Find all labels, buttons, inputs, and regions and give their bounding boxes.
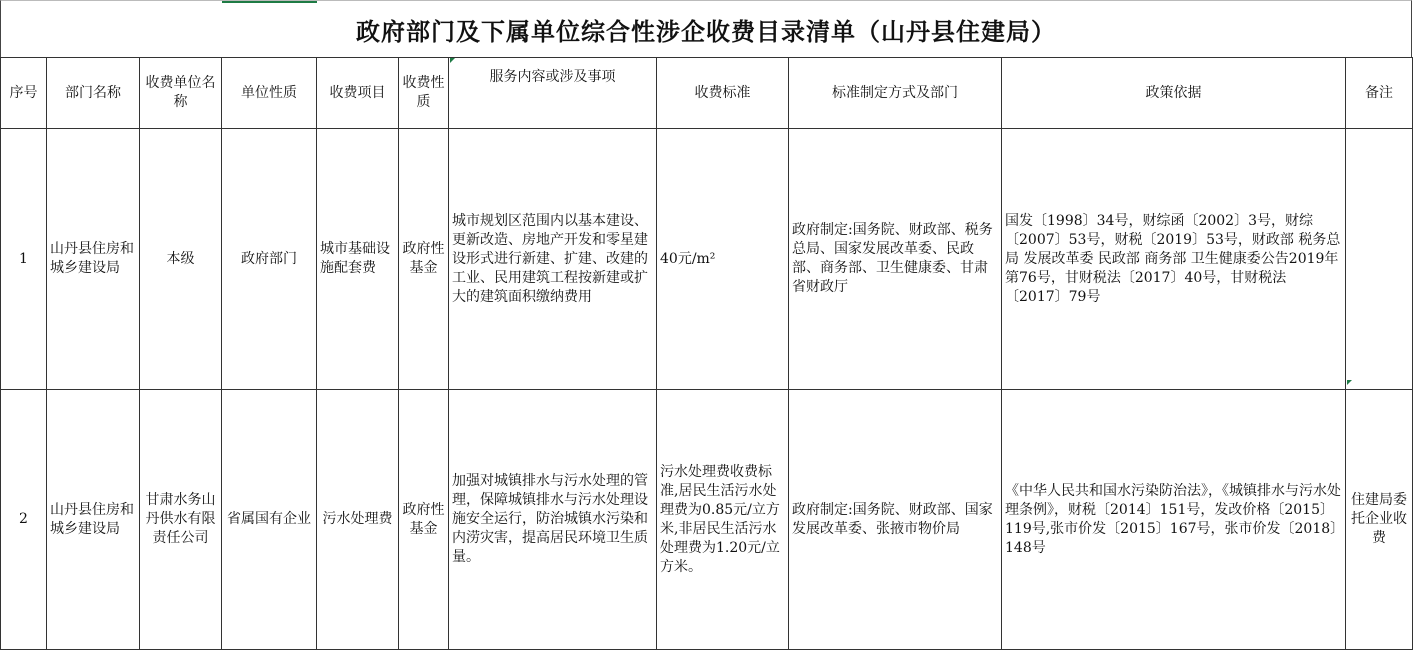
- fee-catalog-table: [0, 57, 1413, 650]
- header-fee-nature[interactable]: 收费性质: [399, 58, 449, 129]
- cell-unit[interactable]: 甘肃水务山丹供水有限责任公司: [140, 390, 222, 650]
- cell-nature[interactable]: 省属国有企业: [222, 390, 317, 650]
- cell-remark[interactable]: [1346, 129, 1413, 390]
- table-row: [1, 129, 1413, 390]
- cell-method[interactable]: 政府制定:国务院、财政部、税务总局、国家发展改革委、民政部、商务部、卫生健康委、甘肃省财政厅: [789, 129, 1002, 390]
- cell-method[interactable]: 政府制定:国务院、财政部、国家发展改革委、张掖市物价局: [789, 390, 1002, 650]
- cell-basis[interactable]: 国发〔1998〕34号，财综函〔2002〕3号，财综〔2007〕53号，财税〔2019〕53号，财政部 税务总局 发展改革委 民政部 商务部 卫生健康委公告2019年第76号，甘财税法〔2017〕40号，甘财税法〔2017〕79号: [1002, 129, 1346, 390]
- header-unit[interactable]: 收费单位名称: [140, 58, 222, 129]
- cell-seq[interactable]: 2: [1, 390, 47, 650]
- header-dept[interactable]: 部门名称: [47, 58, 140, 129]
- page-title: 政府部门及下属单位综合性涉企收费目录清单（山丹县住建局）: [0, 0, 1412, 57]
- cell-item[interactable]: 污水处理费: [317, 390, 399, 650]
- cell-item[interactable]: 城市基础设施配套费: [317, 129, 399, 390]
- header-nature[interactable]: 单位性质: [222, 58, 317, 129]
- header-item[interactable]: 收费项目: [317, 58, 399, 129]
- header-method[interactable]: 标准制定方式及部门: [789, 58, 1002, 129]
- cell-nature[interactable]: 政府部门: [222, 129, 317, 390]
- cell-content[interactable]: 加强对城镇排水与污水处理的管理，保障城镇排水与污水处理设施安全运行，防治城镇水污染和内涝灾害，提高居民环境卫生质量。: [449, 390, 657, 650]
- cell-dept[interactable]: 山丹县住房和城乡建设局: [47, 390, 140, 650]
- header-standard[interactable]: 收费标准: [657, 58, 789, 129]
- cell-fee-nature[interactable]: 政府性基金: [399, 129, 449, 390]
- table-row: [1, 390, 1413, 650]
- header-row: [1, 58, 1413, 129]
- header-content[interactable]: 服务内容或涉及事项: [449, 58, 657, 129]
- cell-basis[interactable]: 《中华人民共和国水污染防治法》，《城镇排水与污水处理条例》，财税〔2014〕151号，发改价格〔2015〕119号,张市价发〔2015〕167号，张市价发〔2018〕148号: [1002, 390, 1346, 650]
- cell-seq[interactable]: 1: [1, 129, 47, 390]
- header-remark[interactable]: 备注: [1346, 58, 1413, 129]
- comment-marker-icon: [450, 58, 455, 63]
- header-seq[interactable]: 序号: [1, 58, 47, 129]
- comment-marker-icon: [1347, 380, 1352, 385]
- cell-unit[interactable]: 本级: [140, 129, 222, 390]
- cell-standard[interactable]: 40元/m²: [657, 129, 789, 390]
- cell-fee-nature[interactable]: 政府性基金: [399, 390, 449, 650]
- header-basis[interactable]: 政策依据: [1002, 58, 1346, 129]
- cell-standard[interactable]: 污水处理费收费标准,居民生活污水处理费为0.85元/立方米,非居民生活污水处理费为1.20元/立方米。: [657, 390, 789, 650]
- cell-dept[interactable]: 山丹县住房和城乡建设局: [47, 129, 140, 390]
- cell-content[interactable]: 城市规划区范围内以基本建设、更新改造、房地产开发和零星建设形式进行新建、扩建、改建的工业、民用建筑工程按新建或扩大的建筑面积缴纳费用: [449, 129, 657, 390]
- cell-remark[interactable]: 住建局委托企业收费: [1346, 390, 1413, 650]
